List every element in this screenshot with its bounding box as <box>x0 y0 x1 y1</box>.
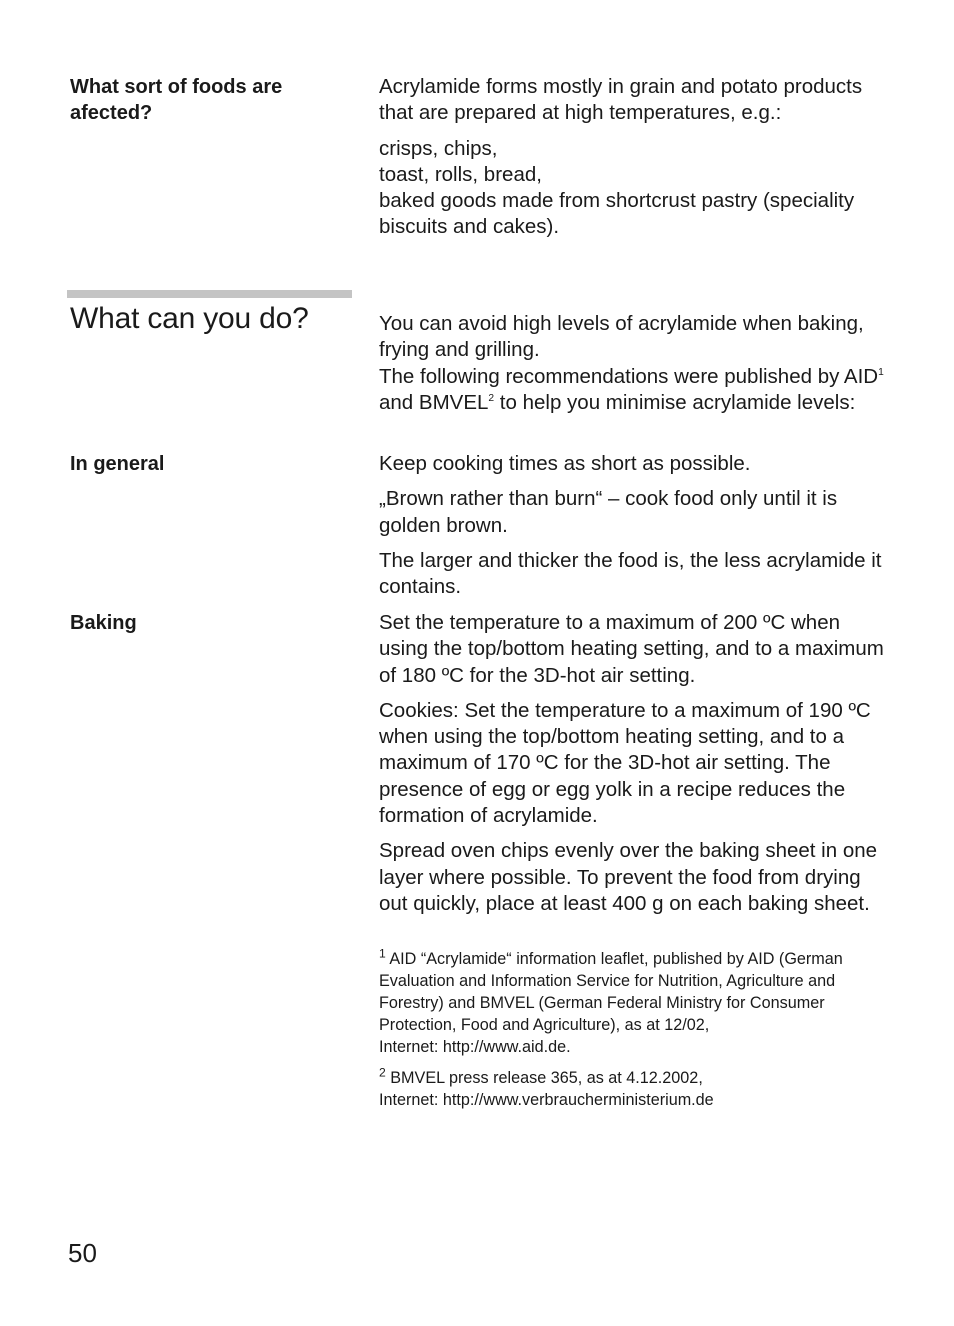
page-number: 50 <box>68 1238 97 1268</box>
recommendations-text-a: The following recommendations were published by AID <box>379 364 879 388</box>
baking-tip-3: Spread oven chips evenly over the baking sheet in one layer where possible. To prevent the food from drying out quickly, place at least 400 g on each baking sheet. <box>379 839 878 915</box>
footnote-2-text: BMVEL press release 365, as at 4.12.2002, <box>385 1069 703 1087</box>
list-item: crisps, chips, <box>379 136 498 160</box>
list-item: baked goods made from shortcrust pastry (speciality biscuits and cakes). <box>379 189 855 239</box>
section-divider <box>67 290 352 298</box>
general-tip-2: „Brown rather than burn“ – cook food only until it is golden brown. <box>379 487 838 537</box>
footnote-ref-1: 1 <box>878 366 884 378</box>
footnote-1 <box>379 948 889 1058</box>
foods-affected-list <box>379 136 889 241</box>
recommendations-text-b: and BMVEL <box>379 390 489 414</box>
footnote-ref-2: 2 <box>488 393 495 405</box>
footnote-1-url: Internet: http://www.aid.de. <box>379 1038 571 1056</box>
recommendations-paragraph <box>379 364 889 417</box>
baking-tip-2: Cookies: Set the temperature to a maximum of 190 ºC when using the top/bottom heating setting, and to a maximum of 170 ºC for the 3D-hot air setting. The presence of egg or egg yolk in a recipe reduces the formation of acrylamide. <box>379 698 871 828</box>
heading-foods-affected-line1: What sort of foods are <box>70 76 283 98</box>
intro-paragraph: You can avoid high levels of acrylamide when baking, frying and grilling. <box>379 312 864 362</box>
footnote-1-text: AID “Acrylamide“ information leaflet, published by AID (German Evaluation and Information Service for Nutrition, Agriculture and Forestry) and BMVEL (German Federal Ministry for Consumer Protection, Food and Agriculture), as at 12/02, <box>379 950 843 1034</box>
baking-tip-1: Set the temperature to a maximum of 200 ºC when using the top/bottom heating setting, and to a maximum of 180 ºC for the 3D-hot air setting. <box>379 611 884 687</box>
in-general-body <box>379 451 889 609</box>
footnote-1-mark: 1 <box>379 946 386 961</box>
recommendations-text-c: to help you minimise acrylamide levels: <box>494 390 856 414</box>
heading-in-general: In general <box>70 453 165 475</box>
what-can-you-do-body <box>379 311 889 425</box>
heading-foods-affected <box>70 74 350 126</box>
heading-foods-affected-line2: afected? <box>70 102 153 124</box>
list-item: toast, rolls, bread, <box>379 162 542 186</box>
general-tip-3: The larger and thicker the food is, the less acrylamide it contains. <box>379 548 882 599</box>
baking-body <box>379 610 889 926</box>
foods-affected-intro: Acrylamide forms mostly in grain and potato products that are prepared at high temperatures, e.g.: <box>379 75 863 125</box>
footnote-2 <box>379 1067 889 1111</box>
footnote-2-mark: 2 <box>379 1065 386 1080</box>
page-title: What can you do? <box>70 302 309 335</box>
footnote-2-url: Internet: http://www.verbraucherministerium.de <box>379 1091 714 1109</box>
heading-baking: Baking <box>70 612 137 634</box>
foods-affected-body <box>379 74 889 250</box>
general-tip-1: Keep cooking times as short as possible. <box>379 452 751 475</box>
